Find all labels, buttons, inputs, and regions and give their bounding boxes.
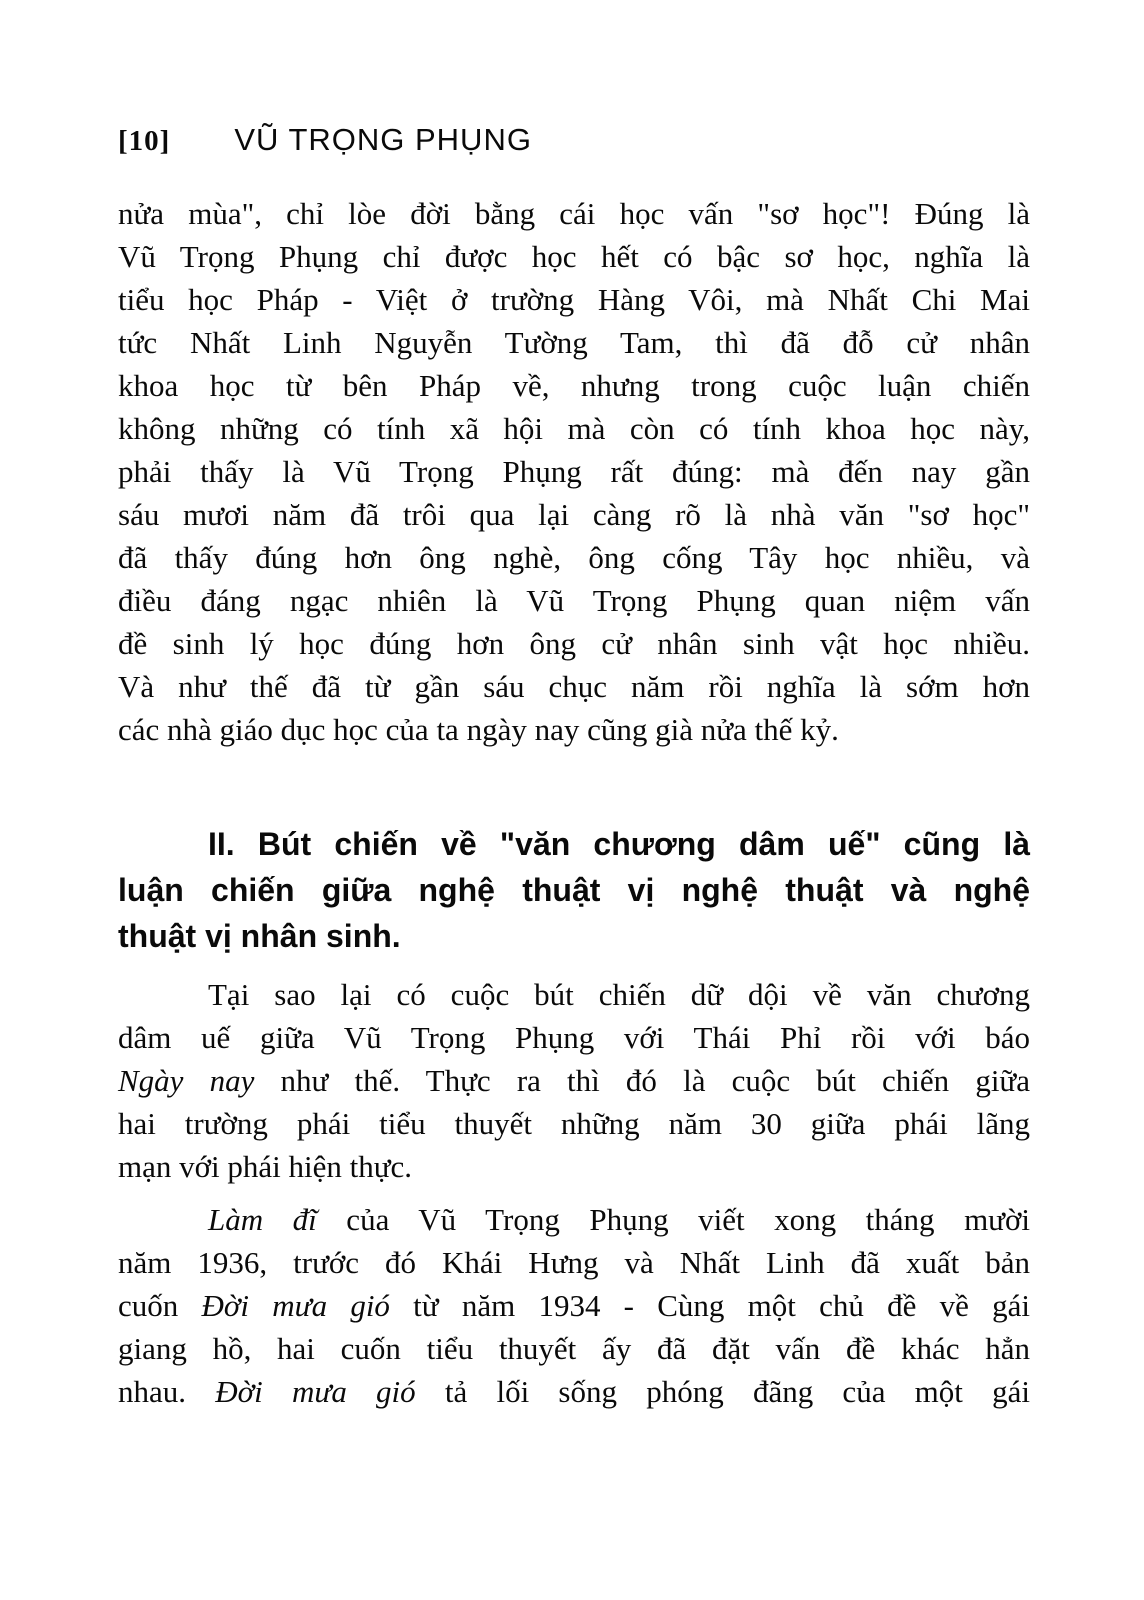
page-number: [10] <box>118 125 171 157</box>
text-line <box>118 1198 1030 1241</box>
paragraph <box>118 973 1030 1188</box>
text-line <box>118 1016 1030 1059</box>
body-text: khoa học từ bên Pháp về, nhưng trong cuộc luận chiến <box>118 368 1030 403</box>
text-line <box>118 536 1030 579</box>
body-text: nửa mùa", chỉ lòe đời bằng cái học vấn "sơ học"! Đúng là <box>118 196 1030 231</box>
text-line <box>118 364 1030 407</box>
body-text: như thế. Thực ra thì đó là cuộc bút chiến giữa <box>254 1063 1030 1098</box>
text-line <box>118 407 1030 450</box>
body-text: cuốn <box>118 1288 202 1323</box>
text-line <box>118 579 1030 622</box>
section-heading <box>118 821 1030 959</box>
italic-title-text: Ngày nay <box>118 1063 255 1098</box>
body-text: phải thấy là Vũ Trọng Phụng rất đúng: mà đến nay gần <box>118 454 1030 489</box>
body-text: Vũ Trọng Phụng chỉ được học hết có bậc sơ học, nghĩa là <box>118 239 1030 274</box>
text-line <box>118 1102 1030 1145</box>
text-line <box>118 821 1030 867</box>
italic-title-text: Đời mưa gió <box>215 1374 416 1409</box>
body-text: II. Bút chiến về "văn chương dâm uế" cũng là <box>208 826 1030 862</box>
body-text: Và như thế đã từ gần sáu chục năm rồi nghĩa là sớm hơn <box>118 669 1030 704</box>
text-line <box>118 708 1030 751</box>
body-text: giang hồ, hai cuốn tiểu thuyết ấy đã đặt vấn đề khác hẳn <box>118 1331 1030 1366</box>
body-text: dâm uế giữa Vũ Trọng Phụng với Thái Phỉ rồi với báo <box>118 1020 1030 1055</box>
text-line <box>118 1370 1030 1413</box>
text-line <box>118 278 1030 321</box>
text-line <box>118 622 1030 665</box>
body-text: thuật vị nhân sinh. <box>118 918 401 954</box>
text-line <box>118 973 1030 1016</box>
text-line <box>118 1284 1030 1327</box>
text-line <box>118 450 1030 493</box>
text-line <box>118 192 1030 235</box>
body-text: Tại sao lại có cuộc bút chiến dữ dội về văn chương <box>208 977 1030 1012</box>
body-text: các nhà giáo dục học của ta ngày nay cũng già nửa thế kỷ. <box>118 712 839 747</box>
text-line <box>118 1145 1030 1188</box>
body-text: tiểu học Pháp - Việt ở trường Hàng Vôi, mà Nhất Chi Mai <box>118 282 1030 317</box>
text-line <box>118 493 1030 536</box>
body-text: đề sinh lý học đúng hơn ông cử nhân sinh vật học nhiều. <box>118 626 1030 661</box>
text-line <box>118 1327 1030 1370</box>
text-line <box>118 321 1030 364</box>
paragraph <box>118 192 1030 751</box>
body-text: mạn với phái hiện thực. <box>118 1149 413 1184</box>
body-text: tả lối sống phóng đãng của một gái <box>415 1374 1031 1409</box>
text-line <box>118 1241 1030 1284</box>
body-text: của Vũ Trọng Phụng viết xong tháng mười <box>316 1202 1030 1237</box>
italic-title-text: Làm đĩ <box>208 1202 317 1237</box>
paragraph <box>118 1198 1030 1413</box>
body-text: luận chiến giữa nghệ thuật vị nghệ thuật và nghệ <box>118 872 1030 908</box>
body-text: tức Nhất Linh Nguyễn Tường Tam, thì đã đỗ cử nhân <box>118 325 1030 360</box>
body-text: hai trường phái tiểu thuyết những năm 30 giữa phái lãng <box>118 1106 1030 1141</box>
body-text: năm 1936, trước đó Khái Hưng và Nhất Linh đã xuất bản <box>118 1245 1030 1280</box>
body-text: đã thấy đúng hơn ông nghè, ông cống Tây học nhiều, và <box>118 540 1030 575</box>
body-text: sáu mươi năm đã trôi qua lại càng rõ là nhà văn "sơ học" <box>118 497 1030 532</box>
body-text: không những có tính xã hội mà còn có tính khoa học này, <box>118 411 1030 446</box>
body-text: nhau. <box>118 1374 216 1409</box>
text-line <box>118 913 1030 959</box>
body-text: điều đáng ngạc nhiên là Vũ Trọng Phụng quan niệm vấn <box>118 583 1030 618</box>
page-header <box>118 122 1030 158</box>
text-line <box>118 665 1030 708</box>
text-blocks <box>118 192 1030 1413</box>
text-line <box>118 1059 1030 1102</box>
italic-title-text: Đời mưa gió <box>201 1288 390 1323</box>
running-title: VŨ TRỌNG PHỤNG <box>234 122 532 157</box>
text-line <box>118 867 1030 913</box>
body-text: từ năm 1934 - Cùng một chủ đề về gái <box>389 1288 1030 1323</box>
text-line <box>118 235 1030 278</box>
